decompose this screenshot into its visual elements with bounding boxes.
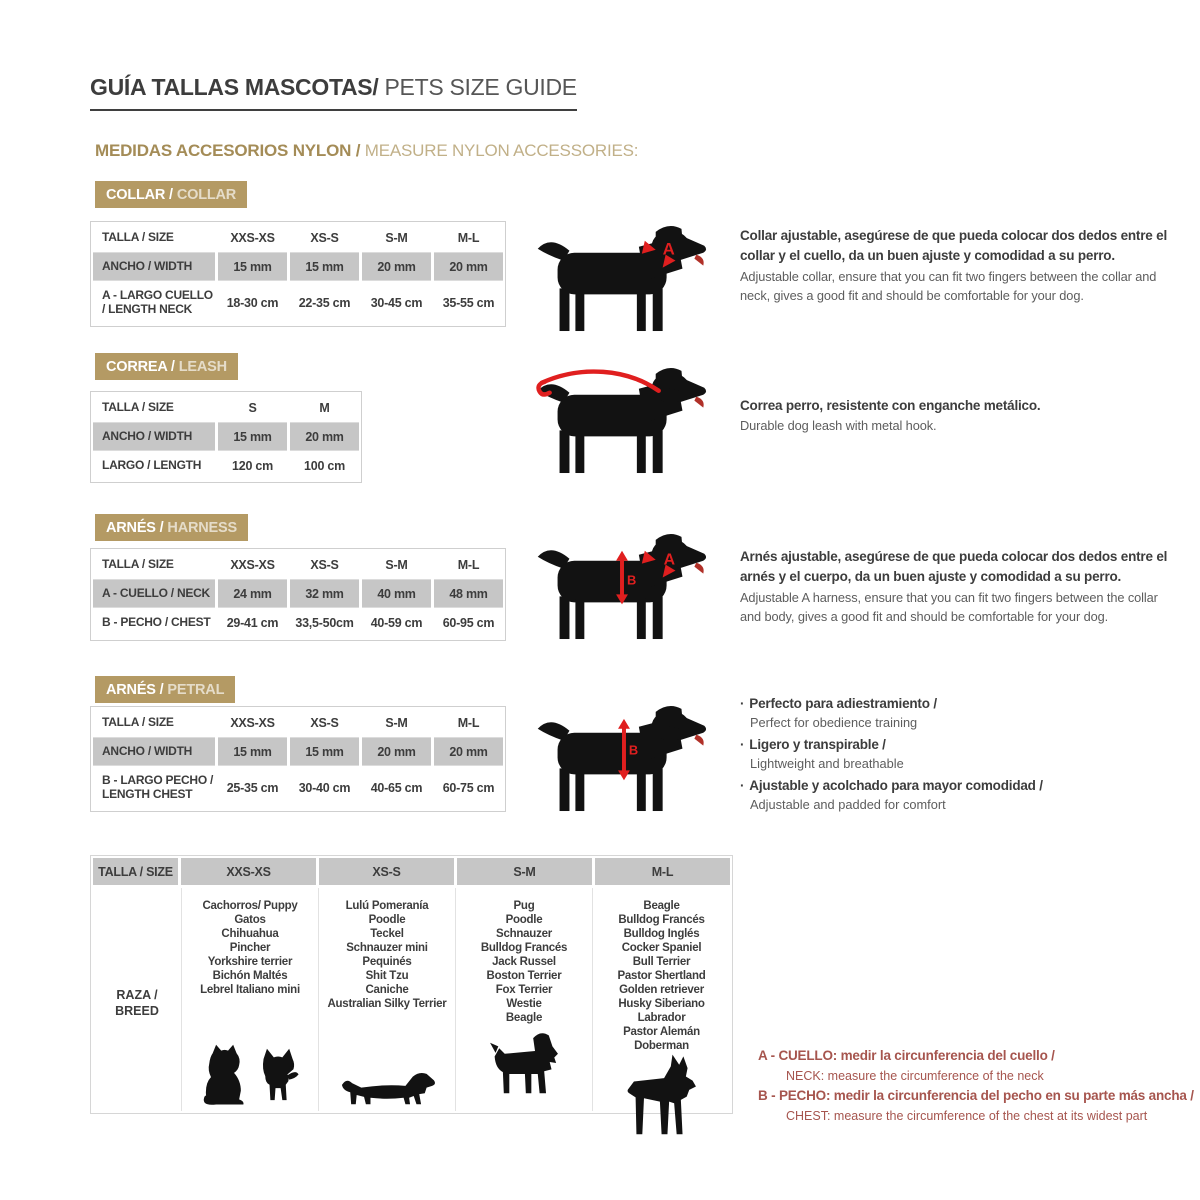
page-title-en: PETS SIZE GUIDE bbox=[378, 74, 577, 100]
cell-value: 20 mm bbox=[362, 252, 431, 280]
collar-desc-en: Adjustable collar, ensure that you can fit two fingers between the collar and neck, gives a good fit and should be comfortable for your dog. bbox=[740, 268, 1157, 303]
size-row-header: TALLA / SIZE bbox=[102, 230, 174, 245]
cell-value: 24 mm bbox=[218, 579, 287, 607]
breed-item: Pastor Shertland bbox=[617, 970, 706, 982]
cell-value: 32 mm bbox=[290, 579, 359, 607]
breed-size-table bbox=[90, 855, 733, 1114]
breed-list bbox=[327, 899, 446, 1011]
petral-size-table bbox=[90, 706, 506, 812]
breed-header-xs-s: XS-S bbox=[319, 858, 454, 885]
collar-description bbox=[740, 226, 1172, 305]
breed-item: Beagle bbox=[643, 900, 680, 912]
petral-bullet-es: · Ligero y transpirable / bbox=[740, 735, 1172, 755]
cell-value: 100 cm bbox=[290, 450, 359, 480]
breed-header-xxs-xs: XXS-XS bbox=[181, 858, 316, 885]
breed-item: Lulú Pomeranía bbox=[345, 900, 429, 912]
breed-list bbox=[200, 899, 300, 997]
breed-item: Boston Terrier bbox=[486, 970, 562, 982]
row-label: LARGO / LENGTH bbox=[93, 450, 215, 480]
breed-item: Chihuahua bbox=[221, 928, 279, 940]
breed-item: Cocker Spaniel bbox=[621, 942, 702, 954]
breed-item: Schnauzer mini bbox=[346, 942, 428, 954]
breed-item: Cachorros/ Puppy bbox=[202, 900, 298, 912]
cell-value: 25-35 cm bbox=[218, 765, 287, 809]
size-column-header: M-L bbox=[457, 716, 480, 730]
mark-letter-b: B bbox=[628, 742, 639, 758]
petral-bullet-en: Lightweight and breathable bbox=[750, 755, 904, 771]
breed-item: Golden retriever bbox=[619, 984, 704, 996]
silhouettes-xs-s bbox=[339, 1061, 436, 1107]
breed-item: Teckel bbox=[370, 928, 404, 940]
row-label: ANCHO / WIDTH bbox=[93, 737, 215, 765]
breed-item: Australian Silky Terrier bbox=[327, 998, 447, 1010]
breed-item: Poodle bbox=[368, 914, 406, 926]
row-label: B - LARGO PECHO / LENGTH CHEST bbox=[93, 765, 215, 809]
badge-label-en: LEASH bbox=[178, 358, 227, 375]
note-neck-en: NECK: measure the circumference of the neck bbox=[786, 1068, 1044, 1083]
size-column-header: S-M bbox=[385, 558, 408, 572]
breed-item: Beagle bbox=[505, 1012, 543, 1024]
cell-value: 18-30 cm bbox=[218, 280, 287, 324]
size-row-header: TALLA / SIZE bbox=[102, 557, 174, 572]
cell-value: 29-41 cm bbox=[218, 607, 287, 638]
row-label: ANCHO / WIDTH bbox=[93, 422, 215, 450]
cell-value: 15 mm bbox=[218, 252, 287, 280]
breed-item: Pincher bbox=[229, 942, 271, 954]
leash-desc-es: Correa perro, resistente con enganche metálico. bbox=[740, 398, 1041, 413]
leash-desc-en: Durable dog leash with metal hook. bbox=[740, 418, 937, 434]
breed-item: Poodle bbox=[505, 914, 543, 926]
chihuahua-silhouette-icon bbox=[255, 1047, 302, 1107]
petral-bullet-en: Adjustable and padded for comfort bbox=[750, 796, 946, 812]
size-column-header: XS-S bbox=[310, 231, 339, 245]
cat-silhouette-icon bbox=[199, 1043, 246, 1107]
breed-row-label-cell bbox=[93, 888, 181, 1111]
measurement-notes bbox=[758, 1046, 1194, 1125]
collar-desc-es: Collar ajustable, asegúrese de que pueda colocar dos dedos entre el collar y el cuello, da un buen ajuste y comodidad a su perro. bbox=[740, 228, 1167, 264]
cell-value: 35-55 cm bbox=[434, 280, 503, 324]
dog-silhouette-harness-icon bbox=[533, 527, 711, 641]
dog-silhouette-leash-icon bbox=[533, 361, 711, 475]
breed-list bbox=[617, 899, 705, 1053]
size-row-header: TALLA / SIZE bbox=[102, 715, 174, 730]
harness-desc-en: Adjustable A harness, ensure that you can fit two fingers between the collar and body, gives a good fit and should be comfortable for your dog. bbox=[740, 589, 1158, 624]
collar-size-table bbox=[90, 221, 506, 327]
petral-bullet-en: Perfect for obedience training bbox=[750, 714, 918, 730]
breed-item: Westie bbox=[506, 998, 542, 1010]
breed-item: Pastor Alemán bbox=[623, 1026, 700, 1038]
breed-item: Schnauzer bbox=[496, 928, 552, 940]
breed-table-header bbox=[93, 858, 730, 885]
dog-petral-illustration bbox=[533, 699, 711, 813]
row-label: B - PECHO / CHEST bbox=[93, 607, 215, 638]
note-chest-es: B - PECHO: medir la circunferencia del pecho en su parte más ancha / bbox=[758, 1087, 1194, 1103]
cell-value: 15 mm bbox=[290, 252, 359, 280]
size-column-header: M-L bbox=[457, 231, 480, 245]
badge-label-es: ARNÉS / bbox=[106, 681, 164, 698]
breed-item: Yorkshire terrier bbox=[207, 956, 293, 968]
size-column-header: M-L bbox=[457, 558, 480, 572]
breed-list bbox=[481, 899, 567, 1025]
cell-value: 60-75 cm bbox=[434, 765, 503, 809]
dog-leash-illustration bbox=[533, 361, 711, 475]
dog-collar-illustration bbox=[533, 219, 711, 333]
size-column-header: XS-S bbox=[310, 716, 339, 730]
breed-item: Husky Siberiano bbox=[618, 998, 705, 1010]
page-title bbox=[90, 74, 577, 111]
badge-label-es: CORREA / bbox=[106, 358, 175, 375]
cell-value: 30-40 cm bbox=[290, 765, 359, 809]
cell-value: 48 mm bbox=[434, 579, 503, 607]
cell-value: 20 mm bbox=[434, 737, 503, 765]
page-title-es: GUÍA TALLAS MASCOTAS/ bbox=[90, 74, 379, 100]
breed-row-label: RAZA / BREED bbox=[115, 987, 159, 1018]
size-column-header: S-M bbox=[385, 231, 408, 245]
breed-item: Bulldog Francés bbox=[480, 942, 568, 954]
size-row-header: TALLA / SIZE bbox=[102, 400, 174, 415]
size-column-header: XXS-XS bbox=[230, 716, 275, 730]
breed-column-xs-s bbox=[318, 888, 455, 1111]
dog-silhouette-collar-icon bbox=[533, 219, 711, 333]
petral-bullet-es: · Perfecto para adiestramiento / bbox=[740, 694, 1172, 714]
breed-item: Caniche bbox=[365, 984, 409, 996]
leash-description bbox=[740, 396, 1172, 435]
petral-bullet-es: · Ajustable y acolchado para mayor comodidad / bbox=[740, 776, 1172, 796]
size-column-header: M bbox=[319, 401, 330, 415]
section-badge-petral bbox=[95, 676, 235, 703]
dachshund-silhouette-icon bbox=[339, 1061, 436, 1107]
breed-item: Gatos bbox=[234, 914, 266, 926]
cell-value: 33,5-50cm bbox=[290, 607, 359, 638]
cell-value: 20 mm bbox=[362, 737, 431, 765]
cell-value: 22-35 cm bbox=[290, 280, 359, 324]
cell-value: 20 mm bbox=[290, 422, 359, 450]
cell-value: 15 mm bbox=[218, 737, 287, 765]
badge-label-en: HARNESS bbox=[167, 519, 237, 536]
dog-silhouette-petral-icon bbox=[533, 699, 711, 813]
breed-column-s-m bbox=[455, 888, 592, 1111]
cell-value: 20 mm bbox=[434, 252, 503, 280]
breed-header-s-m: S-M bbox=[457, 858, 592, 885]
breed-item: Labrador bbox=[637, 1012, 686, 1024]
breed-column-m-l bbox=[592, 888, 730, 1111]
cell-value: 60-95 cm bbox=[434, 607, 503, 638]
size-column-header: XXS-XS bbox=[230, 558, 275, 572]
silhouettes-xxs-xs bbox=[199, 1043, 302, 1107]
cell-value: 40-59 cm bbox=[362, 607, 431, 638]
size-column-header: S bbox=[248, 401, 257, 415]
petral-features bbox=[740, 694, 1172, 817]
section-badge-harness bbox=[95, 514, 248, 541]
breed-item: Bulldog Francés bbox=[618, 914, 705, 926]
breed-item: Doberman bbox=[634, 1040, 689, 1052]
row-label: ANCHO / WIDTH bbox=[93, 252, 215, 280]
cell-value: 30-45 cm bbox=[362, 280, 431, 324]
section-badge-leash bbox=[95, 353, 238, 380]
breed-item: Fox Terrier bbox=[495, 984, 553, 996]
size-column-header: XXS-XS bbox=[230, 231, 275, 245]
cell-value: 40-65 cm bbox=[362, 765, 431, 809]
breed-header-m-l: M-L bbox=[595, 858, 730, 885]
breed-item: Pequinés bbox=[362, 956, 412, 968]
harness-description bbox=[740, 547, 1172, 626]
page-subtitle-en: MEASURE NYLON ACCESSORIES: bbox=[364, 141, 639, 160]
section-badge-collar bbox=[95, 181, 247, 208]
doberman-silhouette-icon bbox=[622, 1053, 702, 1141]
badge-label-en: COLLAR bbox=[176, 186, 237, 203]
breed-table-body bbox=[93, 888, 730, 1111]
breed-item: Bull Terrier bbox=[632, 956, 691, 968]
mark-letter-a: A bbox=[663, 551, 676, 569]
breed-header-size: TALLA / SIZE bbox=[93, 858, 178, 885]
page-subtitle bbox=[95, 141, 638, 161]
badge-label-en: PETRAL bbox=[167, 681, 225, 698]
breed-item: Bulldog Inglés bbox=[623, 928, 700, 940]
silhouettes-m-l bbox=[622, 1053, 702, 1141]
row-label: A - CUELLO / NECK bbox=[93, 579, 215, 607]
breed-item: Bichón Maltés bbox=[212, 970, 288, 982]
leash-size-table bbox=[90, 391, 362, 483]
note-neck-es: A - CUELLO: medir la circunferencia del cuello / bbox=[758, 1048, 1055, 1063]
breed-item: Jack Russel bbox=[492, 956, 556, 968]
size-column-header: S-M bbox=[385, 716, 408, 730]
breed-item: Shit Tzu bbox=[365, 970, 409, 982]
dog-harness-illustration bbox=[533, 527, 711, 641]
silhouettes-s-m bbox=[487, 1029, 561, 1107]
harness-size-table bbox=[90, 548, 506, 641]
size-column-header: XS-S bbox=[310, 558, 339, 572]
row-label: A - LARGO CUELLO / LENGTH NECK bbox=[93, 280, 215, 324]
page-subtitle-es: MEDIDAS ACCESORIOS NYLON / bbox=[95, 141, 365, 160]
harness-desc-es: Arnés ajustable, asegúrese de que pueda colocar dos dedos entre el arnés y el cuerpo, da un buen ajuste y comodidad a su perro. bbox=[740, 549, 1168, 585]
breed-item: Pug bbox=[513, 900, 535, 912]
cell-value: 15 mm bbox=[218, 422, 287, 450]
cell-value: 120 cm bbox=[218, 450, 287, 480]
breed-column-xxs-xs bbox=[181, 888, 318, 1111]
schnauzer-silhouette-icon bbox=[487, 1029, 561, 1107]
breed-item: Lebrel Italiano mini bbox=[200, 984, 300, 996]
cell-value: 15 mm bbox=[290, 737, 359, 765]
mark-letter-a: A bbox=[662, 239, 675, 259]
badge-label-es: COLLAR / bbox=[106, 186, 173, 203]
cell-value: 40 mm bbox=[362, 579, 431, 607]
badge-label-es: ARNÉS / bbox=[106, 519, 164, 536]
note-chest-en: CHEST: measure the circumference of the chest at its widest part bbox=[786, 1108, 1148, 1123]
mark-letter-b: B bbox=[626, 572, 637, 588]
